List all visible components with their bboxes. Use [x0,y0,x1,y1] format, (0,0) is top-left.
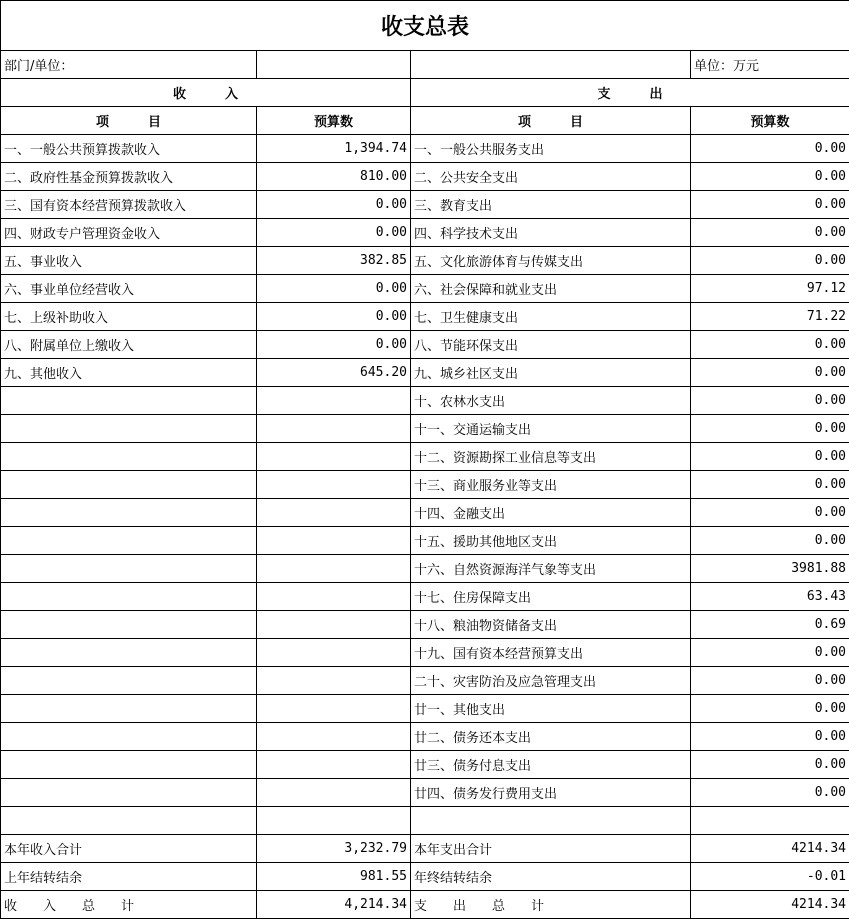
expense-item-cell: 十八、粮油物资储备支出 [411,611,691,639]
expense-item-cell: 廿四、债务发行费用支出 [411,779,691,807]
table-row [1,387,849,415]
expense-value-cell: 4214.34 [691,891,849,919]
title-row [1,1,849,51]
expense-value-cell: 71.22 [691,303,849,331]
expense-value-cell: 3981.88 [691,555,849,583]
income-item-cell: 七、上级补助收入 [1,303,257,331]
table-row [1,583,849,611]
expense-value-cell: 0.00 [691,135,849,163]
table-row [1,191,849,219]
expense-value-cell: 0.00 [691,247,849,275]
expense-value-cell: 4214.34 [691,835,849,863]
expense-item-cell: 七、卫生健康支出 [411,303,691,331]
income-value-cell [257,527,411,555]
income-item-cell: 一、一般公共预算拨款收入 [1,135,257,163]
income-item-cell [1,387,257,415]
table-row [1,303,849,331]
income-value-cell: 1,394.74 [257,135,411,163]
expense-item-cell: 二、公共安全支出 [411,163,691,191]
table-row [1,135,849,163]
income-item-cell [1,415,257,443]
dept-label: 部门/单位： [1,51,257,79]
expense-item-cell: 八、节能环保支出 [411,331,691,359]
table-row [1,779,849,807]
expense-value-cell: 0.00 [691,499,849,527]
income-item-cell [1,639,257,667]
dept-value-cell [257,51,411,79]
expense-value-cell: 0.00 [691,163,849,191]
income-item-cell [1,555,257,583]
income-item-cell [1,667,257,695]
table-row [1,555,849,583]
income-value-cell: 382.85 [257,247,411,275]
expense-value-cell: 0.00 [691,331,849,359]
table-row [1,275,849,303]
expense-item-cell: 九、城乡社区支出 [411,359,691,387]
income-value-cell [257,443,411,471]
table-row [1,667,849,695]
expense-item-cell: 支 出 总 计 [411,891,691,919]
expense-value-cell: 0.00 [691,779,849,807]
income-item-cell: 本年收入合计 [1,835,257,863]
expense-item-cell: 十二、资源勘探工业信息等支出 [411,443,691,471]
expense-item-cell: 二十、灾害防治及应急管理支出 [411,667,691,695]
table-row [1,807,849,835]
income-value-cell [257,695,411,723]
expense-value-cell: 0.00 [691,219,849,247]
expense-item-cell: 年终结转结余 [411,863,691,891]
income-value-cell [257,667,411,695]
income-header: 收 入 [1,79,411,107]
table-row [1,639,849,667]
expense-value-cell: 0.00 [691,359,849,387]
expense-item-cell: 十五、援助其他地区支出 [411,527,691,555]
income-item-cell: 九、其他收入 [1,359,257,387]
income-item-cell: 五、事业收入 [1,247,257,275]
table-row [1,415,849,443]
income-item-cell: 四、财政专户管理资金收入 [1,219,257,247]
table-row [1,331,849,359]
income-item-cell [1,443,257,471]
expense-value-cell: 0.00 [691,191,849,219]
income-item-cell [1,499,257,527]
income-item-cell [1,695,257,723]
income-value-cell: 4,214.34 [257,891,411,919]
income-value-cell [257,583,411,611]
income-item-cell [1,583,257,611]
income-value-cell [257,779,411,807]
column-header-row [1,107,849,135]
expense-value-cell: 0.00 [691,723,849,751]
income-value-cell: 645.20 [257,359,411,387]
income-item-cell: 二、政府性基金预算拨款收入 [1,163,257,191]
table-row [1,695,849,723]
expense-value-cell: 0.00 [691,471,849,499]
expense-item-cell: 廿一、其他支出 [411,695,691,723]
income-item-cell [1,807,257,835]
income-value-cell [257,723,411,751]
expense-value-cell: -0.01 [691,863,849,891]
table-row [1,247,849,275]
expense-value-cell: 0.00 [691,527,849,555]
table-row [1,891,849,919]
income-value-cell [257,639,411,667]
income-value-cell [257,751,411,779]
table-row [1,471,849,499]
expense-item-cell: 五、文化旅游体育与传媒支出 [411,247,691,275]
expense-budget-header: 预算数 [691,107,849,135]
expense-item-cell: 四、科学技术支出 [411,219,691,247]
expense-value-cell: 0.00 [691,695,849,723]
income-item-cell [1,527,257,555]
expense-value-cell: 0.00 [691,751,849,779]
income-item-cell [1,471,257,499]
expense-item-cell: 十七、住房保障支出 [411,583,691,611]
table-row [1,219,849,247]
expense-item-cell [411,807,691,835]
income-value-cell: 810.00 [257,163,411,191]
expense-item-cell: 十三、商业服务业等支出 [411,471,691,499]
table-row [1,723,849,751]
expense-value-cell: 0.69 [691,611,849,639]
table-row [1,751,849,779]
income-item-header: 项 目 [1,107,257,135]
income-value-cell [257,471,411,499]
income-value-cell: 0.00 [257,219,411,247]
income-value-cell [257,807,411,835]
expense-item-cell: 本年支出合计 [411,835,691,863]
expense-value-cell: 0.00 [691,415,849,443]
income-value-cell [257,387,411,415]
expense-value-cell: 0.00 [691,387,849,415]
table-title: 收支总表 [1,1,849,51]
table-row [1,443,849,471]
income-budget-header: 预算数 [257,107,411,135]
expense-item-cell: 三、教育支出 [411,191,691,219]
expense-header: 支 出 [411,79,849,107]
expense-value-cell: 97.12 [691,275,849,303]
income-item-cell: 三、国有资本经营预算拨款收入 [1,191,257,219]
table-row [1,527,849,555]
income-value-cell [257,415,411,443]
meta-empty-cell [411,51,691,79]
expense-item-cell: 一、一般公共服务支出 [411,135,691,163]
table-row [1,863,849,891]
expense-item-cell: 廿二、债务还本支出 [411,723,691,751]
income-value-cell: 3,232.79 [257,835,411,863]
expense-item-header: 项 目 [411,107,691,135]
income-item-cell [1,751,257,779]
expense-item-cell: 十六、自然资源海洋气象等支出 [411,555,691,583]
income-value-cell: 0.00 [257,275,411,303]
expense-item-cell: 十四、金融支出 [411,499,691,527]
expense-value-cell: 0.00 [691,667,849,695]
income-item-cell: 上年结转结余 [1,863,257,891]
income-value-cell [257,499,411,527]
income-item-cell [1,779,257,807]
table-row [1,163,849,191]
table-row [1,611,849,639]
income-item-cell [1,723,257,751]
expense-item-cell: 廿三、债务付息支出 [411,751,691,779]
expense-item-cell: 六、社会保障和就业支出 [411,275,691,303]
expense-item-cell: 十一、交通运输支出 [411,415,691,443]
unit-label: 单位：万元 [691,51,849,79]
income-value-cell: 0.00 [257,303,411,331]
meta-row [1,51,849,79]
expense-value-cell [691,807,849,835]
income-item-cell: 八、附属单位上缴收入 [1,331,257,359]
table-row [1,359,849,387]
income-item-cell [1,611,257,639]
expense-item-cell: 十九、国有资本经营预算支出 [411,639,691,667]
expense-value-cell: 0.00 [691,639,849,667]
income-item-cell: 六、事业单位经营收入 [1,275,257,303]
expense-value-cell: 0.00 [691,443,849,471]
expense-item-cell: 十、农林水支出 [411,387,691,415]
income-value-cell: 0.00 [257,331,411,359]
income-value-cell: 981.55 [257,863,411,891]
section-header-row [1,79,849,107]
expense-value-cell: 63.43 [691,583,849,611]
income-value-cell [257,611,411,639]
income-value-cell [257,555,411,583]
table-row [1,499,849,527]
income-item-cell: 收 入 总 计 [1,891,257,919]
table-row [1,835,849,863]
income-value-cell: 0.00 [257,191,411,219]
